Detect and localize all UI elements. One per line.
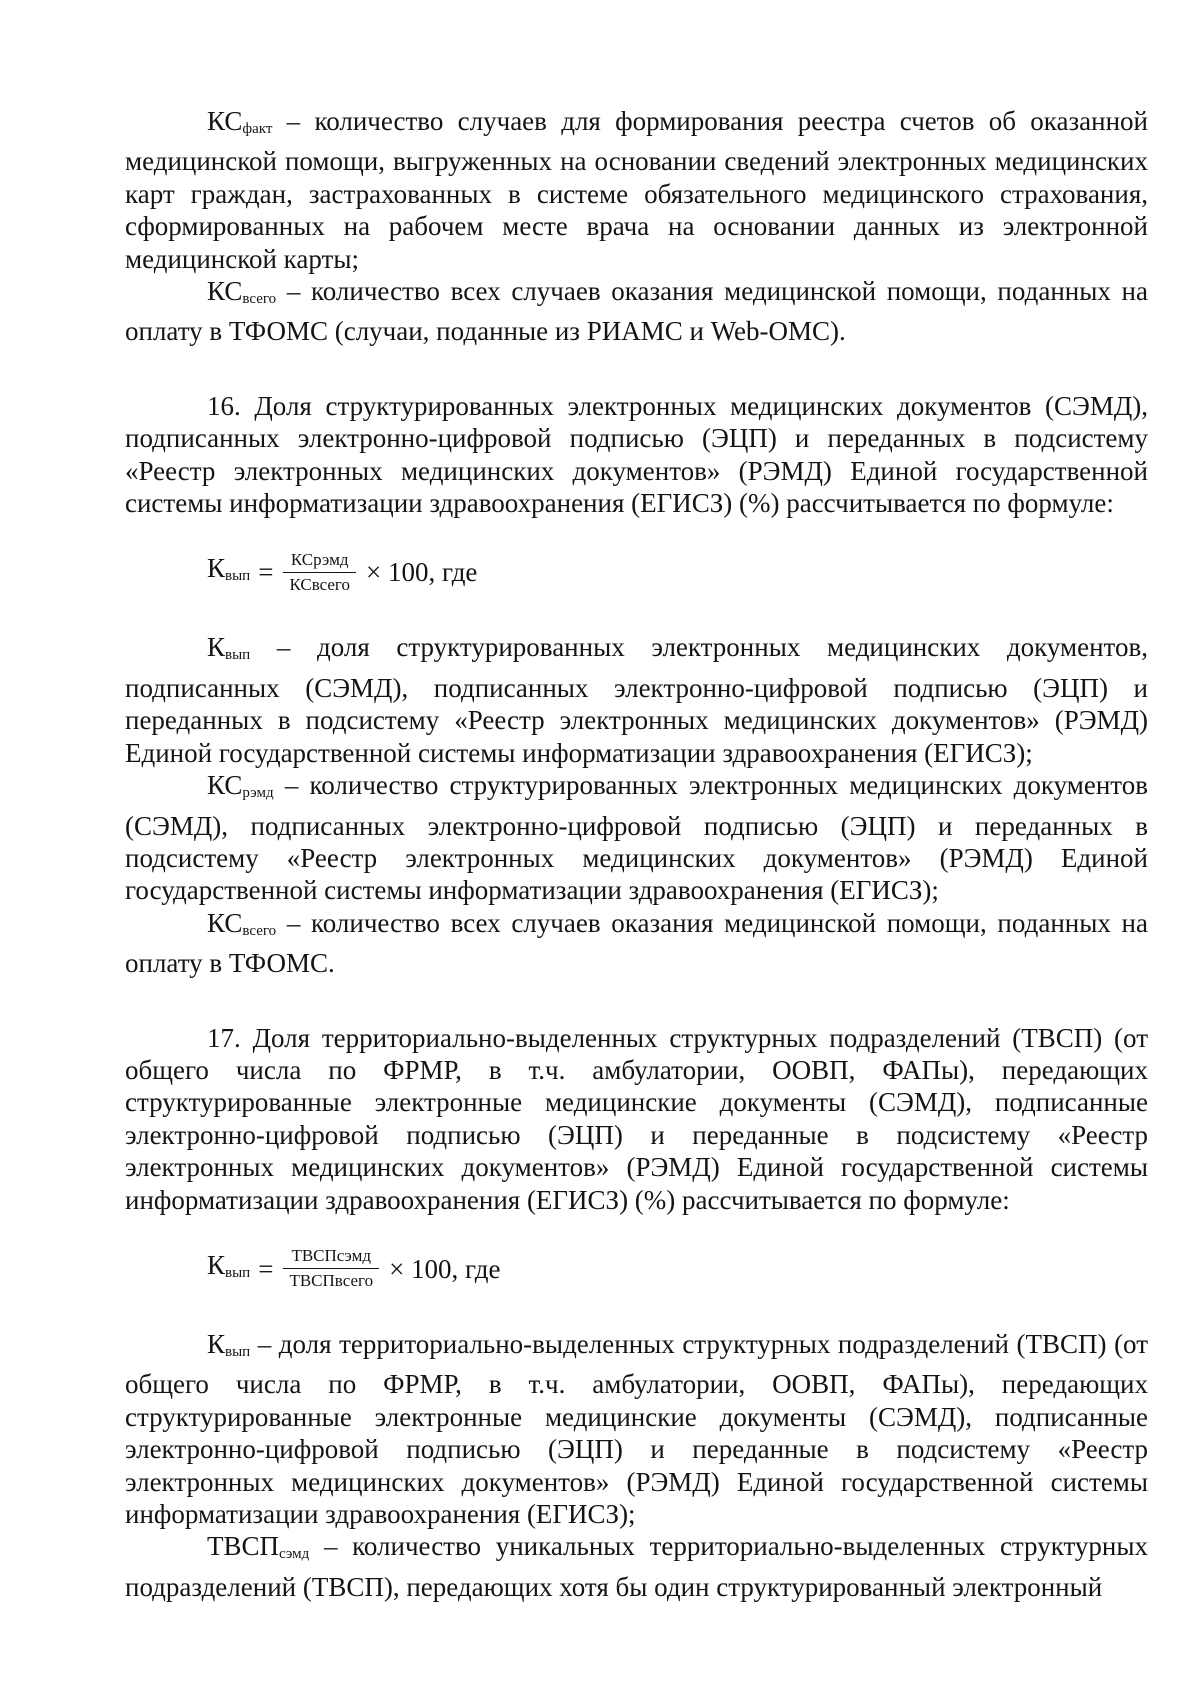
term-subscript: вып bbox=[225, 647, 251, 664]
term-subscript: всего bbox=[242, 922, 277, 939]
term-subscript: всего bbox=[242, 291, 277, 308]
fraction-denominator: ТВСПвсего bbox=[283, 1268, 379, 1292]
term-subscript: рэмд bbox=[242, 785, 274, 802]
formula-lhs: $К_{вып}$ bbox=[207, 1249, 251, 1281]
definition-text: – количество всех случаев оказания медицинской помощи, поданных на оплату в ТФОМС. bbox=[125, 907, 1148, 979]
fraction-numerator: КСрэмд bbox=[290, 549, 349, 569]
formula-equals: = bbox=[258, 557, 274, 588]
formula-equals: = bbox=[258, 1253, 274, 1284]
indicator-17-paragraph: 17. Доля территориально-выделенных структурных подразделений (ТВСП) (от общего числа по ФРМР, в т.ч. амбулатории, ООВП, ФАПы), передающих структурированные электронные медицинские документы (СЭМД), подписанные электронно-цифровой подписью (ЭЦП) и переданные в подсистему «Реестр электронных медицинских документов» (РЭМД) Единой государственной системы информатизации здравоохранения (ЕГИСЗ) (%) рассчитывается по формуле: bbox=[125, 1022, 1148, 1215]
term: КС bbox=[207, 907, 243, 938]
definition-text: – количество структурированных электронных медицинских документов (СЭМД), подписанных электронно-цифровой подписью (ЭЦП) и переданных в подсистему «Реестр электронных медицинских документов» (РЭМД) Единой государственной системы информатизации здравоохранения (ЕГИСЗ); bbox=[125, 770, 1148, 906]
formula-tail: × 100, где bbox=[389, 1253, 501, 1284]
fraction-denominator: КСвсего bbox=[283, 572, 356, 596]
definition-text: – доля структурированных электронных медицинских документов, подписанных (СЭМД), подписанных электронно-цифровой подписью (ЭЦП) и переданных в подсистему «Реестр электронных медицинских документов» (РЭМД) Единой государственной системы информатизации здравоохранения (ЕГИСЗ); bbox=[125, 632, 1148, 768]
formula-lhs: $К_{вып}$ bbox=[207, 553, 251, 585]
fraction-numerator: ТВСПсэмд bbox=[291, 1246, 372, 1266]
term: КС bbox=[207, 276, 243, 307]
formula-tail: × 100, где bbox=[365, 557, 478, 588]
definition-text: – количество уникальных территориально-выделенных структурных подразделений (ТВСП), передающих хотя бы один структурированный электронный bbox=[125, 1531, 1148, 1602]
term-subscript: сэмд bbox=[279, 1546, 310, 1563]
definition-k-vyp-16 bbox=[125, 631, 1148, 769]
term: ТВСП bbox=[207, 1531, 280, 1562]
definition-ks-vsego-16 bbox=[125, 907, 1148, 980]
term: КС bbox=[207, 106, 243, 136]
definition-text: – количество всех случаев оказания медицинской помощи, поданных на оплату в ТФОМС (случаи, поданные из РИАМС и Web-ОМС). bbox=[125, 276, 1148, 347]
formula-17 bbox=[207, 1240, 1148, 1298]
definition-ks-remd bbox=[125, 769, 1148, 907]
definition-k-vyp-17 bbox=[125, 1328, 1148, 1530]
term-subscript: факт bbox=[242, 121, 273, 137]
definition-ks-fakt bbox=[125, 105, 1148, 275]
term: КС bbox=[207, 770, 243, 801]
term: К bbox=[207, 632, 226, 663]
document-body bbox=[125, 105, 1148, 1603]
definition-text: – количество случаев для формирования реестра счетов об оказанной медицинской помощи, выгруженных на основании сведений электронных медицинских карт граждан, застрахованных в системе обязательного медицинского страхования, сформированных на рабочем месте врача на основании данных из электронной медицинской карты; bbox=[125, 106, 1148, 274]
definition-text: – доля территориально-выделенных структурных подразделений (ТВСП) (от общего числа по ФРМР, в т.ч. амбулатории, ООВП, ФАПы), передающих структурированные электронные медицинские документы (СЭМД), подписанные электронно-цифровой подписью (ЭЦП) и переданные в подсистему «Реестр электронных медицинских документов» (РЭМД) Единой государственной системы информатизации здравоохранения (ЕГИСЗ); bbox=[125, 1328, 1148, 1529]
term: К bbox=[207, 1328, 226, 1359]
formula-fraction bbox=[283, 549, 356, 596]
formula-16 bbox=[207, 543, 1148, 601]
term-subscript: вып bbox=[225, 1343, 251, 1360]
definition-tvsp-semd bbox=[125, 1530, 1148, 1603]
indicator-16-paragraph: 16. Доля структурированных электронных медицинских документов (СЭМД), подписанных электронно-цифровой подписью (ЭЦП) и переданных в подсистему «Реестр электронных медицинских документов» (РЭМД) Единой государственной системы информатизации здравоохранения (ЕГИСЗ) (%) рассчитывается по формуле: bbox=[125, 390, 1148, 519]
definition-ks-vsego bbox=[125, 275, 1148, 348]
formula-fraction bbox=[283, 1245, 379, 1292]
